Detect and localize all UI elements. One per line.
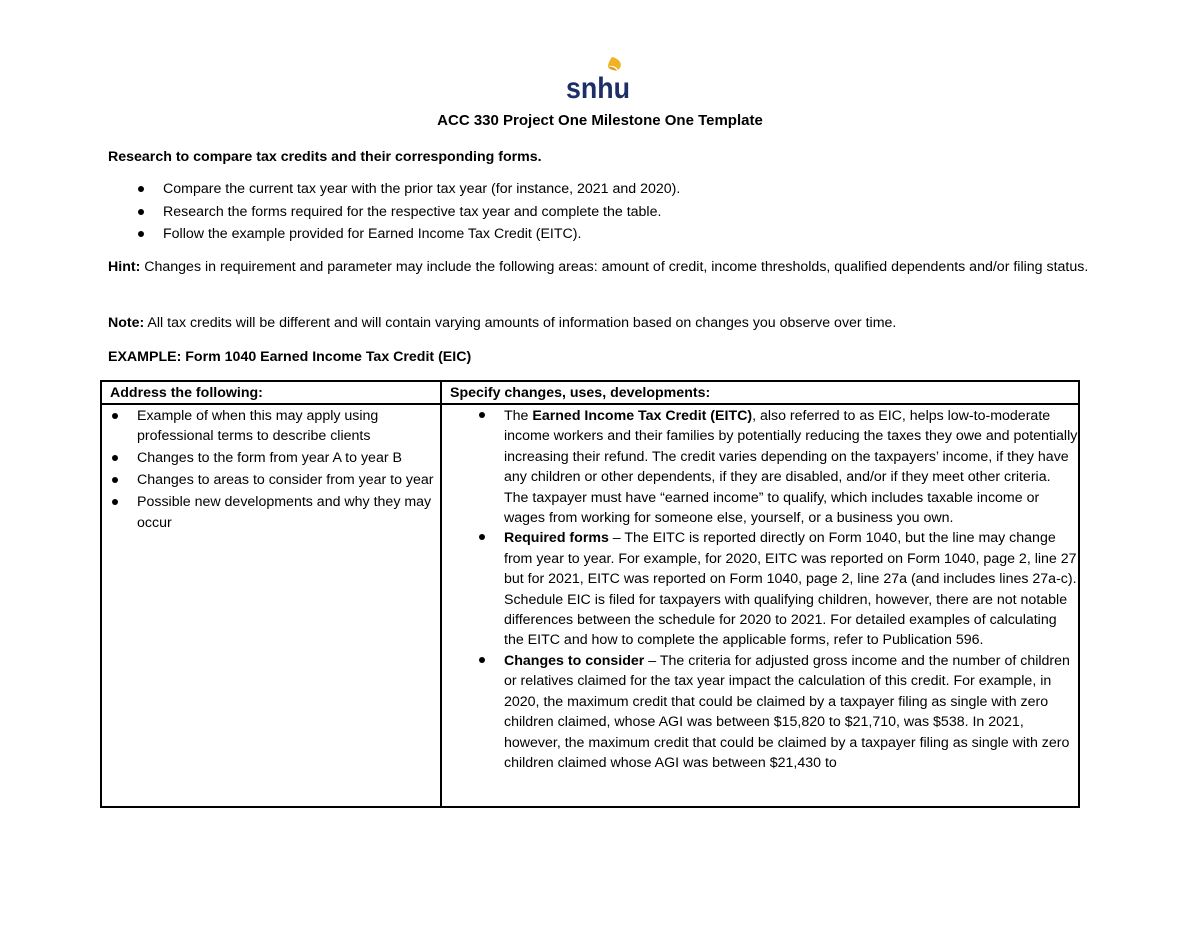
list-item: Example of when this may apply using professional terms to describe clients — [108, 406, 434, 447]
column-header-address: Address the following: — [110, 385, 263, 401]
example-heading: EXAMPLE: Form 1040 Earned Income Tax Credit (EIC) — [108, 349, 472, 365]
list-item: Changes to consider – The criteria for adjusted gross income and the number of children or relatives claimed for the tax year impact the calculation of this credit. For example, in 2020, the maximum credit that could be claimed by a taxpayer filing as single with zero children claimed, whose AGI was between $15,820 to $21,710, was $538. In 2021, however, the maximum credit that could be claimed by a taxpayer filing as single with zero children claimed whose AGI was between $21,430 to — [446, 651, 1078, 773]
example-table — [100, 380, 1080, 808]
list-item: Changes to the form from year A to year B — [108, 448, 434, 468]
list-item: The Earned Income Tax Credit (EITC), also referred to as EIC, helps low-to-moderate income workers and their families by potentially reducing the taxes they owe and potentially increasing their refund. The credit varies depending on the taxpayers’ income, if they have any children or other dependents, if they are disabled, and/or if they meet other criteria. The taxpayer must have “earned income” to qualify, which includes taxable income or wages from working for someone else, yourself, or a business you own. — [446, 406, 1078, 528]
changes-to-consider-label: Changes to consider — [504, 652, 645, 669]
note-text: All tax credits will be different and will contain varying amounts of information based on changes you observe over time. — [144, 315, 897, 331]
list-item: Compare the current tax year with the prior tax year (for instance, 2021 and 2020). — [108, 179, 1098, 202]
hint-paragraph — [108, 257, 1093, 277]
note-paragraph — [108, 313, 1093, 333]
eitc-term: Earned Income Tax Credit (EITC) — [532, 408, 753, 424]
list-item: Required forms – The EITC is reported directly on Form 1040, but the line may change from year to year. For example, for 2020, EITC was reported on Form 1040, page 2, line 27 but for 2021, EITC was reported on Form 1040, page 2, line 27a (and includes lines 27a-c). Schedule EIC is filed for taxpayers with qualifying children, however, there are not notable differences between the schedule for 2020 to 2021. For detailed examples of calculating the EITC and how to complete the applicable forms, refer to Publication 596. — [446, 528, 1078, 650]
table-cell-specify — [446, 406, 1078, 807]
hint-text: Changes in requirement and parameter may include the following areas: amount of credit, income thresholds, qualified dependents and/or filing status. — [140, 259, 1089, 275]
column-header-specify: Specify changes, uses, developments: — [450, 385, 711, 401]
list-item: Changes to areas to consider from year to year — [108, 470, 434, 490]
list-item: Possible new developments and why they may occur — [108, 492, 434, 533]
required-forms-label: Required forms — [504, 530, 609, 547]
column-divider — [440, 382, 442, 806]
list-item: Research the forms required for the respective tax year and complete the table. — [108, 202, 1098, 225]
snhu-logo-mark — [562, 56, 634, 102]
hint-label: Hint: — [108, 259, 141, 275]
snhu-logo — [562, 56, 634, 102]
logo-text: snhu — [566, 72, 630, 102]
intro-heading: Research to compare tax credits and their corresponding forms. — [108, 149, 542, 165]
table-cell-address — [108, 406, 434, 806]
document-title: ACC 330 Project One Milestone One Template — [437, 112, 763, 129]
instruction-list — [108, 179, 1098, 247]
note-label: Note: — [108, 315, 145, 331]
list-item: Follow the example provided for Earned Income Tax Credit (EITC). — [108, 224, 1098, 247]
